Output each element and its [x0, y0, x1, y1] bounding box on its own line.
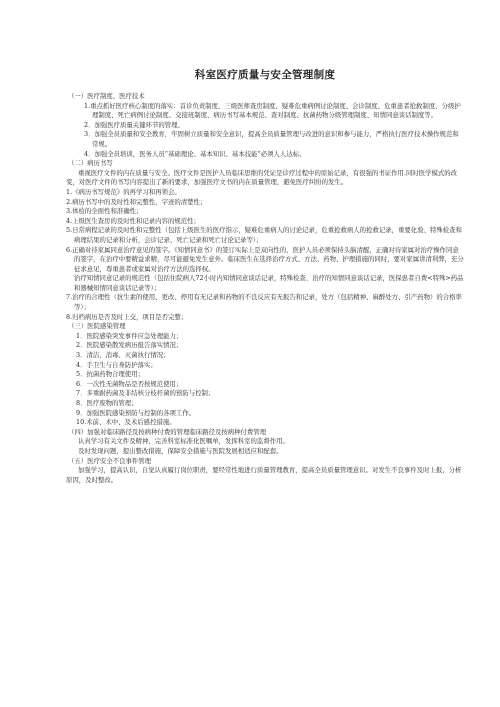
section-3-item: 3．清洁、消毒、灭菌执行情况；: [76, 351, 170, 360]
section-5-heading: （五）医疗安全不良事件管理: [68, 456, 152, 465]
section-3-heading: （三）医院感染管理: [68, 322, 126, 331]
section-2-intro: 重视医疗文件的内在质量与安全。医疗文件是医护人员临床思维的凭证是诊疗过程中的原始记录，有很强的书证作用.同时医学模式的改变，对医疗文件的书写内容提出了新的要求，加强医疗文书的内在质量管理，避免医疗纠纷的发生。: [66, 168, 458, 187]
section-1-item: 1.重点抓好医疗核心制度的落实：首诊负责制度、三级医师查房制度、疑难危重病例讨论制度、会诊制度、危重患者抢救制度、分级护理制度、死亡病例讨论制度、交接班制度、病历书写基本规范、查对制度、抗菌药物分级管理制度、知情同意谈话制度等。: [84, 101, 461, 120]
section-1-item: 3．加强全员质量和安全教育，牢固树立质量和安全意识，提高全员质量管理与改进的意识和参与能力，严格执行医疗技术操作规范和常规。: [84, 130, 459, 148]
section-2-heading: （二）病历书写: [68, 159, 113, 168]
section-2-item-continued: 治疗知情同意记录的规范性（包括住院病人72小时内知情同意谈话记录，特殊检查、治疗的知情同意谈话记录，医保患者自费<特殊>药品和器械知情同意谈话记录等）；: [74, 274, 464, 292]
section-2-item: 7.治疗的合理性（抗生素的使用、更改、停用有无记录和药物的不良反应有无报告和记录，处方（包括精神、麻醉处方、引产药物）的合格率等）；: [66, 293, 462, 312]
section-3-item: 2．医院感染散发病历报告落实情况；: [76, 341, 183, 350]
section-3-item: 6．一次性无菌物品是否按规范使用；: [76, 379, 183, 388]
section-3-item: 10.术前、术中、及术后感控措施。: [76, 418, 176, 427]
section-3-item: 8．医疗废物的管理；: [76, 399, 138, 407]
section-2-item: 6.正确对待家属同意治疗意见的签字。《知情同意书》的签订实际上是双向性的，医护人员必须保持头脑清醒，正确对待家属对治疗操作同意的签字，在治疗中要精益求精，尽可能避免发生意外。临床医生在选择治疗方式、方法、药物、护理措施的同时，要对家属讲清利弊，充分征求意见，尊重患者或家属对治疗方法的选择权。: [66, 245, 464, 273]
section-2-item: 2.病历书写中的及时性和完整性，字迹的清楚性；: [66, 197, 207, 206]
section-2-item: 3.体检的全面性和准确性；: [66, 207, 143, 216]
section-4-heading: （四）加强对临床路径及按病种付费的管理临床路径及按病种付费管理: [68, 427, 267, 436]
section-3-item: 5．抗菌药物合理使用；: [76, 370, 144, 379]
section-2-item: 5.日常病程记录的及时性和完整性（包括上级医生的医疗指示，疑难危重病人的讨论记录，危重抢救病人的抢救记录，重要化验、特殊检查和病理结果的记录和分析，会诊记录、死亡记录和死亡讨论记录等）；: [66, 226, 462, 244]
section-3-item: 7．多重耐药菌及非结核分枝杆菌的预防与控制；: [76, 389, 215, 398]
section-1-item: 2．加强医疗质量关键环节的管理。: [84, 120, 184, 129]
section-4-line: 认真学习有关文件及精神，完善科室标准化医嘱单，发挥科室的监督作用。: [78, 437, 289, 446]
section-3-item: 4．手卫生与自身防护落实；: [76, 360, 157, 369]
section-3-item: 9．加强医院感染预防与控制的各项工作。: [76, 408, 196, 417]
section-2-item: 1.《病历书写规范》的再学习和再领会。: [66, 187, 181, 196]
section-2-item: 8.归档病历是否及时上交，项目是否完整；: [66, 312, 188, 321]
section-2-item: 4.上级医生查房的及时性和记录内容的规范性；: [66, 216, 200, 225]
document-title: 科室医疗质量与安全管理制度: [194, 69, 336, 81]
section-4-line: 及时发现问题，提出整改措施，保障安全措施与医院发展相适应和配套。: [78, 446, 283, 455]
section-1-heading: （一）医疗制度、医疗技术: [68, 92, 145, 100]
section-1-item: 4．加强全员培训，医务人员“基础理论、基本知识、基本技能”必须人人达标。: [84, 149, 306, 158]
section-5-text: 加强学习，提高认识，自觉认真履行岗位职责，要经常性地进行质量管理教育，提高全员质量管理意识。对发生不良事件及时上报，分析原因，及时整改。: [66, 466, 462, 484]
section-3-item: 1．医院感染突发事件应急处理能力；: [76, 331, 183, 340]
